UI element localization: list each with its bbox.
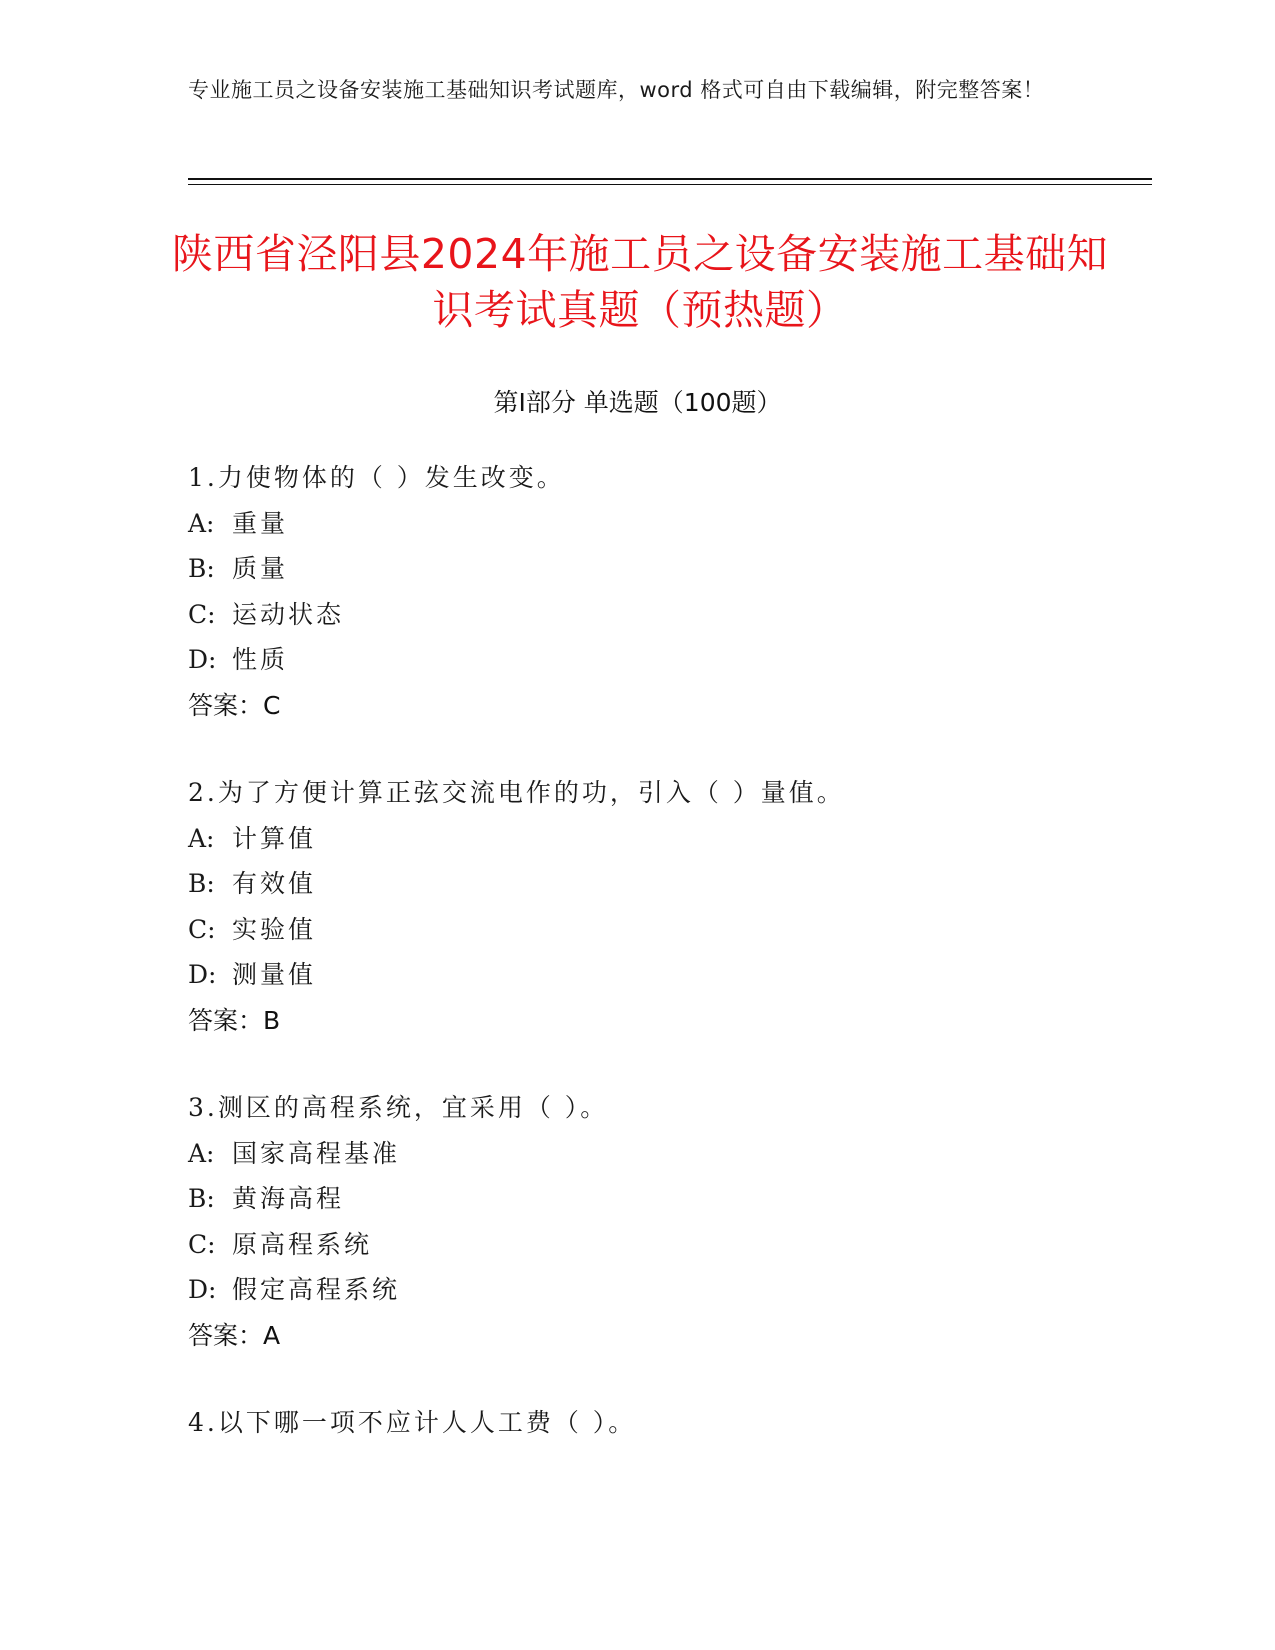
option-a xyxy=(188,816,1138,862)
option-text: 假定高程系统 xyxy=(232,1275,401,1305)
option-d xyxy=(188,637,1138,683)
question-stem: 1.力使物体的（ ）发生改变。 xyxy=(188,463,565,492)
option-text: 质量 xyxy=(232,554,289,584)
option-letter: A: xyxy=(188,1138,215,1168)
option-text: 实验值 xyxy=(232,914,317,944)
option-a xyxy=(188,501,1138,547)
question-stem: 3.测区的高程系统，宜采用（ ）。 xyxy=(188,1093,609,1122)
question-3 xyxy=(188,1085,1138,1359)
option-text: 测量值 xyxy=(232,960,317,990)
option-b xyxy=(188,1176,1138,1222)
option-d xyxy=(188,1267,1138,1313)
option-text: 黄海高程 xyxy=(232,1184,345,1214)
header-divider xyxy=(188,178,1152,180)
answer-line: 答案：C xyxy=(188,690,281,720)
option-c xyxy=(188,1222,1138,1268)
option-b xyxy=(188,546,1138,592)
option-text: 国家高程基准 xyxy=(232,1138,401,1168)
option-letter: A: xyxy=(188,823,215,853)
document-title: 陕西省泾阳县2024年施工员之设备安装施工基础知识考试真题（预热题） xyxy=(171,230,1109,334)
question-2 xyxy=(188,770,1138,1044)
question-1 xyxy=(188,455,1138,729)
option-letter: B: xyxy=(188,1184,215,1214)
header-note: 专业施工员之设备安装施工基础知识考试题库，word 格式可自由下载编辑，附完整答案！ xyxy=(188,78,1045,102)
question-4 xyxy=(188,1400,1138,1446)
option-letter: C: xyxy=(188,914,216,944)
answer-line: 答案：B xyxy=(188,1005,281,1035)
option-text: 原高程系统 xyxy=(232,1229,373,1259)
option-letter: C: xyxy=(188,599,216,629)
option-letter: B: xyxy=(188,869,215,899)
option-text: 运动状态 xyxy=(232,599,345,629)
option-letter: C: xyxy=(188,1229,216,1259)
option-c xyxy=(188,907,1138,953)
section-title: 第I部分 单选题（100题） xyxy=(493,388,782,417)
option-letter: D: xyxy=(188,960,217,990)
option-letter: D: xyxy=(188,645,217,675)
answer-line: 答案：A xyxy=(188,1320,281,1350)
question-stem: 2.为了方便计算正弦交流电作的功，引入（ ）量值。 xyxy=(188,778,845,807)
option-text: 性质 xyxy=(232,645,289,675)
option-b xyxy=(188,861,1138,907)
option-text: 计算值 xyxy=(232,823,317,853)
option-c xyxy=(188,592,1138,638)
option-letter: D: xyxy=(188,1275,217,1305)
option-text: 重量 xyxy=(232,508,289,538)
option-text: 有效值 xyxy=(232,869,317,899)
header-divider-thin xyxy=(188,184,1152,185)
option-d xyxy=(188,952,1138,998)
option-letter: A: xyxy=(188,508,215,538)
option-a xyxy=(188,1131,1138,1177)
option-letter: B: xyxy=(188,554,215,584)
question-stem: 4.以下哪一项不应计人人工费（ ）。 xyxy=(188,1408,637,1437)
